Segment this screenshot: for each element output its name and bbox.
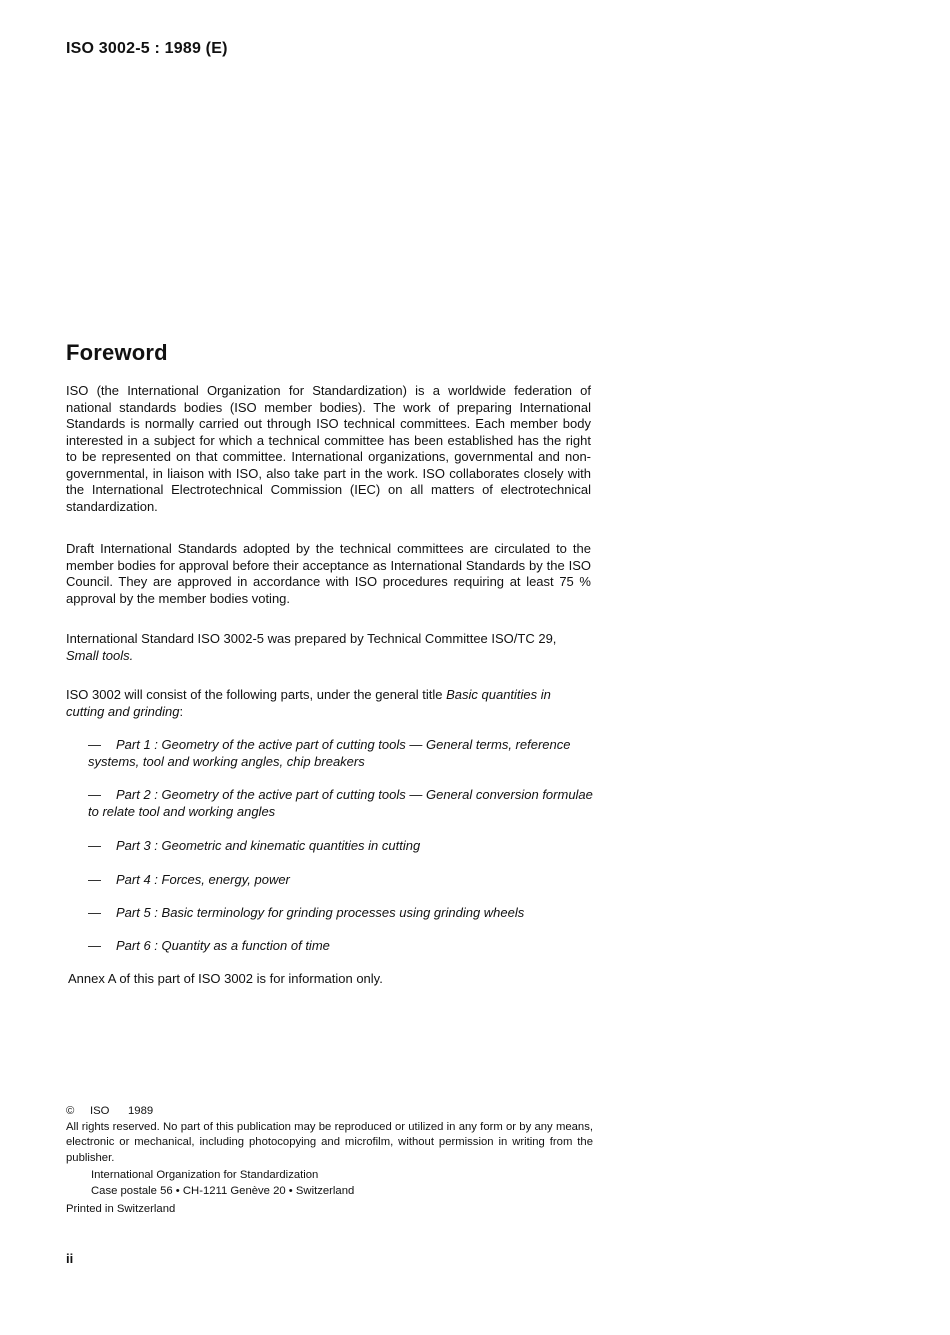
general-title: Basic quantities in cutting and grinding [66,687,551,719]
list-dash: — [88,905,101,920]
prepared-by-text: International Standard ISO 3002-5 was prepared by Technical Committee ISO/TC 29, [66,631,557,646]
document-reference: ISO 3002-5 : 1989 (E) [66,40,228,57]
rights-statement: All rights reserved. No part of this publication may be reproduced or utilized in any form or by any means, electronic or mechanical, including photocopying and microfilm, without permission in writing from the publisher. [66,1120,593,1164]
printed-in: Printed in Switzerland [66,1203,176,1215]
committee-title: Small tools. [66,647,134,663]
part-5-text: Part 5 : Basic terminology for grinding processes using grinding wheels [116,905,525,920]
parts-intro-colon: : [179,703,184,719]
annex-note: Annex A of this part of ISO 3002 is for information only. [68,971,383,986]
parts-list-item-6 [88,938,593,955]
part-4-text: Part 4 : Forces, energy, power [116,872,290,887]
copyright-year: 1989 [128,1105,154,1117]
list-dash: — [88,872,101,887]
part-6-text: Part 6 : Quantity as a function of time [116,938,330,953]
list-dash: — [88,938,101,953]
parts-list-item-1 [88,737,593,770]
part-1-text: Part 1 : Geometry of the active part of cutting tools — General terms, reference systems, tool and working angles, chip breakers [88,737,571,769]
publisher-address [66,1168,593,1199]
part-3-text: Part 3 : Geometric and kinematic quantities in cutting [116,838,421,853]
part-2-text: Part 2 : Geometry of the active part of cutting tools — General conversion formulae to relate tool and working angles [88,787,593,819]
copyright-block [66,1104,593,1218]
prepared-by-paragraph [66,631,591,664]
parts-list-item-5 [88,905,593,922]
copyright-symbol: © [66,1105,75,1117]
address-line-1: International Organization for Standardization [91,1169,319,1181]
address-line-2: Case postale 56 • CH-1211 Genève 20 • Switzerland [91,1184,355,1197]
parts-list-item-2 [88,787,593,820]
copyright-org: ISO [90,1105,110,1117]
list-dash: — [88,737,101,752]
list-dash: — [88,838,101,853]
foreword-paragraph-1: ISO (the International Organization for Standardization) is a worldwide federation of national standards bodies (ISO member bodies). The work of preparing International Standards is normally carried out through ISO technical committees. Each member body interested in a subject for which a technical committee has been established has the right to be represented on that committee. International organizations, governmental and non-governmental, in liaison with ISO, also take part in the work. ISO collaborates closely with the International Electrotechnical Commission (IEC) on all matters of electrotechnical standardization. [66,383,591,514]
parts-intro-paragraph [66,687,591,720]
section-title: Foreword [66,340,168,365]
foreword-paragraph-2: Draft International Standards adopted by the technical committees are circulated to the member bodies for approval before their acceptance as International Standards by the ISO Council. They are approved in accordance with ISO procedures requiring at least 75 % approval by the member bodies voting. [66,541,591,606]
parts-intro-text: ISO 3002 will consist of the following parts, under the general title [66,687,447,702]
copyright-line [66,1104,593,1120]
parts-list-item-3 [88,838,593,855]
page-number: ii [66,1251,74,1266]
parts-list-item-4 [88,872,593,889]
list-dash: — [88,787,101,802]
